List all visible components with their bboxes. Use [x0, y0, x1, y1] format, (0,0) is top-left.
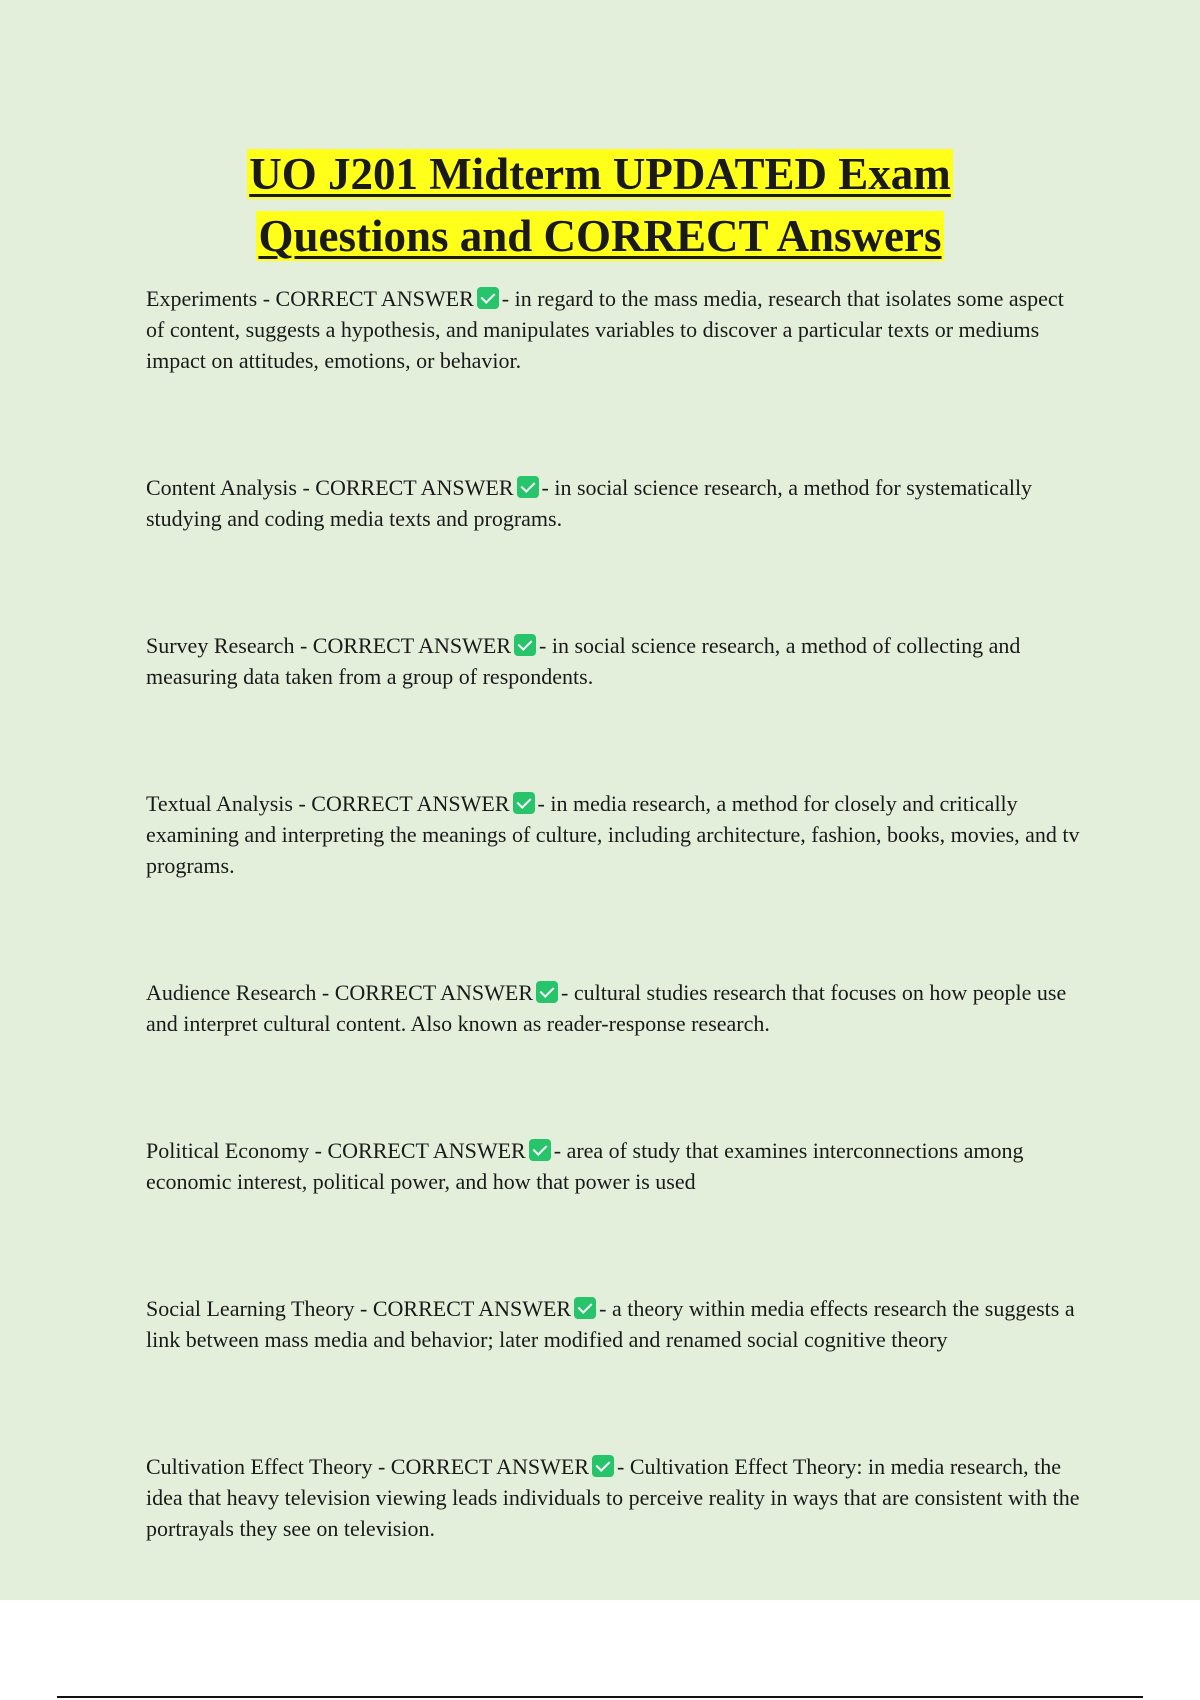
qa-entry-textual-analysis: Textual Analysis - CORRECT ANSWER - in media research, a method for closely and critically examining and interpreting the meanings of culture, including architecture, fashion, books, movies, and tv programs. — [146, 791, 1080, 878]
correct-answer-marker: CORRECT ANSWER — [334, 980, 533, 1005]
correct-answer-marker: CORRECT ANSWER — [372, 1296, 572, 1321]
entry-term: Audience Research — [146, 980, 317, 1005]
correct-answer-marker: CORRECT ANSWER — [315, 475, 514, 500]
qa-entry-survey-research: Survey Research - CORRECT ANSWER - in social science research, a method of collecting and measuring data taken from a group of respondents. — [146, 633, 1021, 689]
correct-answer-marker: CORRECT ANSWER — [312, 633, 512, 658]
entry-term: Social Learning Theory — [146, 1296, 355, 1321]
correct-answer-marker: CORRECT ANSWER — [390, 1454, 590, 1479]
entry-definition: in social science research, a method of collecting and measuring data taken from a group of respondents. — [146, 633, 1021, 689]
correct-answer-marker: CORRECT ANSWER — [275, 286, 474, 311]
entry-definition: a theory within media effects research the suggests a link between mass media and behavior; later modified and renamed social cognitive theory — [146, 1296, 1075, 1352]
correct-answer-marker: CORRECT ANSWER — [327, 1138, 526, 1163]
correct-answer-marker: CORRECT ANSWER — [311, 791, 510, 816]
qa-entry-political-economy: Political Economy - CORRECT ANSWER - area of study that examines interconnections among economic interest, political power, and how that power is used — [146, 1138, 1024, 1194]
entry-definition: in media research, a method for closely and critically examining and interpreting the meanings of culture, including architecture, fashion, books, movies, and tv programs. — [146, 791, 1080, 878]
qa-entry-cultivation-effect-theory: Cultivation Effect Theory - CORRECT ANSWER - Cultivation Effect Theory: in media research, the idea that heavy television viewing leads individuals to perceive reality in ways that are consistent with the portrayals they see on television. — [146, 1454, 1080, 1541]
entry-term: Experiments — [146, 286, 258, 311]
check-mark-icon — [513, 792, 535, 814]
title-line-1: UO J201 Midterm UPDATED Exam — [249, 149, 951, 199]
entry-definition: in social science research, a method for systematically studying and coding media texts and programs. — [146, 475, 1033, 531]
qa-entry-audience-research: Audience Research - CORRECT ANSWER - cultural studies research that focuses on how people use and interpret cultural content. Also known as reader-response research. — [146, 980, 1067, 1036]
qa-list — [146, 283, 1086, 1640]
qa-entry-experiments: Experiments - CORRECT ANSWER - in regard to the mass media, research that isolates some aspect of content, suggests a hypothesis, and manipulates variables to discover a particular texts or mediums impact on attitudes, emotions, or behavior. — [146, 286, 1064, 373]
title-line-2: Questions and CORRECT Answers — [258, 211, 942, 261]
check-mark-icon — [517, 476, 539, 498]
qa-entry-content-analysis: Content Analysis - CORRECT ANSWER - in social science research, a method for systematically studying and coding media texts and programs. — [146, 475, 1033, 531]
entry-term: Survey Research — [146, 633, 295, 658]
check-mark-icon — [529, 1139, 551, 1161]
entry-term: Content Analysis — [146, 475, 297, 500]
check-mark-icon — [477, 287, 499, 309]
entry-term: Cultivation Effect Theory — [146, 1454, 373, 1479]
check-mark-icon — [536, 981, 558, 1003]
entry-definition: Cultivation Effect Theory: in media research, the idea that heavy television viewing leads individuals to perceive reality in ways that are consistent with the portrayals they see on television. — [146, 1454, 1080, 1541]
qa-entry-social-learning-theory: Social Learning Theory - CORRECT ANSWER - a theory within media effects research the suggests a link between mass media and behavior; later modified and renamed social cognitive theory — [146, 1296, 1075, 1352]
check-mark-icon — [592, 1455, 614, 1477]
entry-definition: in regard to the mass media, research that isolates some aspect of content, suggests a hypothesis, and manipulates variables to discover a particular texts or mediums impact on attitudes, emotions, or behavior. — [146, 286, 1064, 373]
entry-term: Textual Analysis — [146, 791, 293, 816]
entry-term: Political Economy — [146, 1138, 310, 1163]
check-mark-icon — [514, 634, 536, 656]
check-mark-icon — [574, 1297, 596, 1319]
footer-divider — [57, 1696, 1143, 1698]
page-title — [0, 143, 1200, 267]
entry-definition: area of study that examines interconnections among economic interest, political power, and how that power is used — [146, 1138, 1024, 1194]
entry-definition: cultural studies research that focuses on how people use and interpret cultural content. Also known as reader-response research. — [146, 980, 1067, 1036]
